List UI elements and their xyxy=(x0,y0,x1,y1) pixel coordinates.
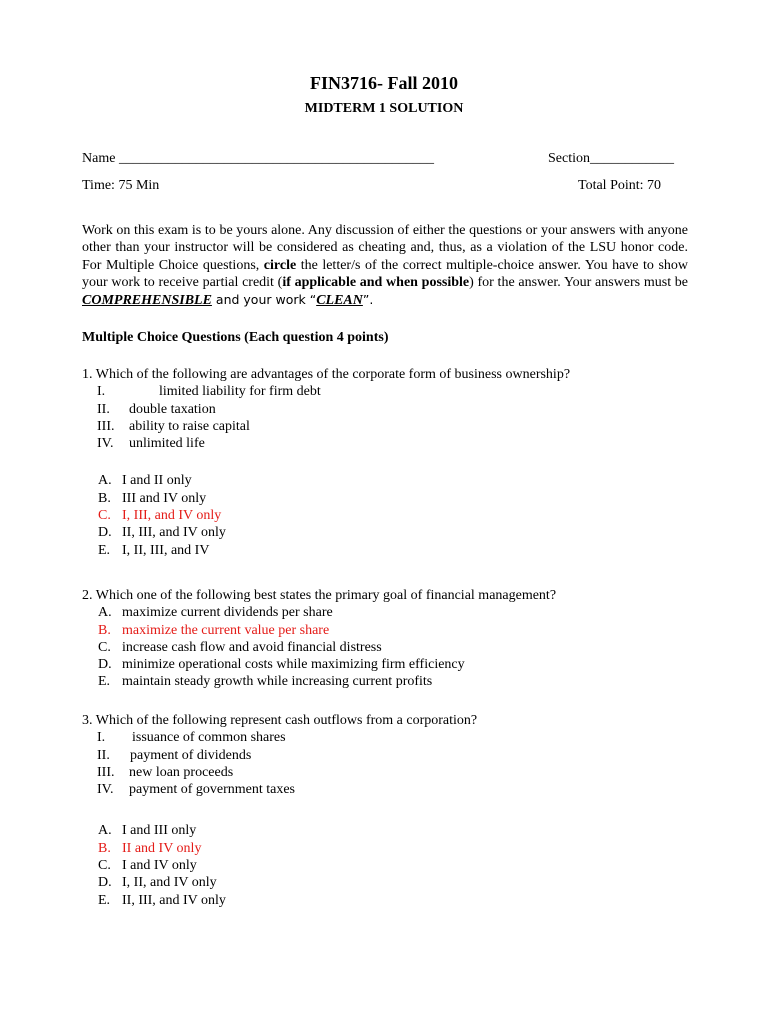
answer-option-b[interactable] xyxy=(82,490,570,507)
answer-option-b-correct[interactable] xyxy=(82,622,556,639)
name-label: Name xyxy=(82,151,116,166)
question-text: 1. Which of the following are advantages of the corporate form of business ownership? xyxy=(82,367,571,382)
total-points: Total Point: 70 xyxy=(578,178,662,193)
answer-option-b-correct[interactable] xyxy=(82,840,477,857)
answer-option-a[interactable] xyxy=(82,822,477,839)
instructions-circle: circle xyxy=(263,257,297,273)
option-letter: E. xyxy=(98,674,111,690)
option-text: I, II, III, and IV xyxy=(122,542,210,558)
item-numeral: I. xyxy=(97,384,106,400)
list-item xyxy=(82,418,570,435)
list-item xyxy=(82,781,477,798)
list-item xyxy=(82,401,570,418)
item-text: new loan proceeds xyxy=(129,764,234,780)
option-text: I and II only xyxy=(122,473,192,489)
item-text: double taxation xyxy=(129,401,216,417)
option-text: I, II, and IV only xyxy=(122,875,217,891)
option-letter: C. xyxy=(98,508,111,524)
item-numeral: II. xyxy=(97,401,110,417)
instructions-clean: CLEAN xyxy=(316,293,363,309)
item-numeral: IV. xyxy=(97,782,114,798)
option-text: II, III, and IV only xyxy=(122,892,226,908)
item-numeral: II. xyxy=(97,747,110,763)
option-letter: C. xyxy=(98,858,111,874)
answer-option-d[interactable] xyxy=(82,524,570,541)
option-letter: D. xyxy=(98,875,112,891)
item-text: payment of dividends xyxy=(130,747,252,763)
item-text: limited liability for firm debt xyxy=(159,384,321,400)
question-1 xyxy=(82,366,570,559)
option-text: II and IV only xyxy=(122,840,202,856)
answer-option-a[interactable] xyxy=(82,472,570,489)
instructions-text: the letter/s of the correct multiple-choice answer. You have to show your work to receive partial credit ( xyxy=(82,257,689,290)
item-numeral: III. xyxy=(97,418,115,434)
list-item xyxy=(82,747,477,764)
option-letter: E. xyxy=(98,542,111,558)
option-text: I and III only xyxy=(122,823,197,839)
time-limit: Time: 75 Min xyxy=(82,178,160,193)
option-text: III and IV only xyxy=(122,490,207,506)
option-text: minimize operational costs while maximizing firm efficiency xyxy=(122,657,465,673)
answer-option-d[interactable] xyxy=(82,874,477,891)
name-field[interactable] xyxy=(82,150,434,167)
option-letter: D. xyxy=(98,525,112,541)
option-text: maximize current dividends per share xyxy=(122,605,333,621)
question-text: 3. Which of the following represent cash outflows from a corporation? xyxy=(82,713,478,728)
item-text: issuance of common shares xyxy=(132,730,286,746)
option-text: I, III, and IV only xyxy=(122,508,222,524)
instructions-if-applicable: if applicable and when possible xyxy=(282,274,470,290)
section-label: Section xyxy=(548,151,590,166)
section-blank[interactable]: ____________ xyxy=(590,151,674,166)
item-numeral: III. xyxy=(97,764,115,780)
list-item xyxy=(82,764,477,781)
list-item xyxy=(82,435,570,452)
question-2 xyxy=(82,587,556,691)
section-field[interactable] xyxy=(548,150,674,167)
name-blank[interactable]: _____________________________________________ xyxy=(118,151,434,166)
option-letter: B. xyxy=(98,490,111,506)
page-title: FIN3716- Fall 2010 xyxy=(310,73,458,93)
answer-option-e[interactable] xyxy=(82,542,570,559)
option-text: maintain steady growth while increasing current profits xyxy=(122,674,433,690)
option-text: maximize the current value per share xyxy=(122,622,330,638)
answer-option-c-correct[interactable] xyxy=(82,507,570,524)
option-letter: E. xyxy=(98,892,111,908)
answer-option-a[interactable] xyxy=(82,604,556,621)
instructions-text: ”. xyxy=(362,292,374,308)
item-text: payment of government taxes xyxy=(129,782,296,798)
option-letter: B. xyxy=(98,840,111,856)
list-item xyxy=(82,383,570,400)
option-letter: B. xyxy=(98,622,111,638)
answer-option-c[interactable] xyxy=(82,857,477,874)
instructions-text: ) for the answer. Your answers must be xyxy=(469,274,689,290)
option-text: I and IV only xyxy=(122,858,197,874)
instructions-text: Work on this exam is to be yours alone. Any discussion of either the questions or your answers with anyone other than your instructor will be considered as cheating and, thus, as a violation of the LSU honor code. For Multiple Choice questions, xyxy=(82,223,688,273)
option-letter: A. xyxy=(98,823,112,839)
answer-option-c[interactable] xyxy=(82,639,556,656)
answer-option-e[interactable] xyxy=(82,892,477,909)
option-text: increase cash flow and avoid financial distress xyxy=(122,639,382,655)
option-letter: D. xyxy=(98,657,112,673)
option-letter: A. xyxy=(98,473,112,489)
answer-option-d[interactable] xyxy=(82,656,556,673)
item-numeral: I. xyxy=(97,730,106,746)
option-letter: A. xyxy=(98,605,112,621)
question-text: 2. Which one of the following best states the primary goal of financial management? xyxy=(82,588,557,603)
list-item xyxy=(82,729,477,746)
instructions-paragraph xyxy=(82,222,688,309)
option-letter: C. xyxy=(98,639,111,655)
item-text: ability to raise capital xyxy=(129,418,250,434)
section-heading: Multiple Choice Questions (Each question 4 points) xyxy=(82,330,389,345)
question-3 xyxy=(82,712,477,909)
item-text: unlimited life xyxy=(129,436,205,452)
instructions-text: and your work “ xyxy=(211,292,317,308)
answer-option-e[interactable] xyxy=(82,673,556,690)
page-subtitle: MIDTERM 1 SOLUTION xyxy=(304,101,464,116)
option-text: II, III, and IV only xyxy=(122,525,226,541)
instructions-comprehensible: COMPREHENSIBLE xyxy=(82,293,212,309)
item-numeral: IV. xyxy=(97,436,114,452)
